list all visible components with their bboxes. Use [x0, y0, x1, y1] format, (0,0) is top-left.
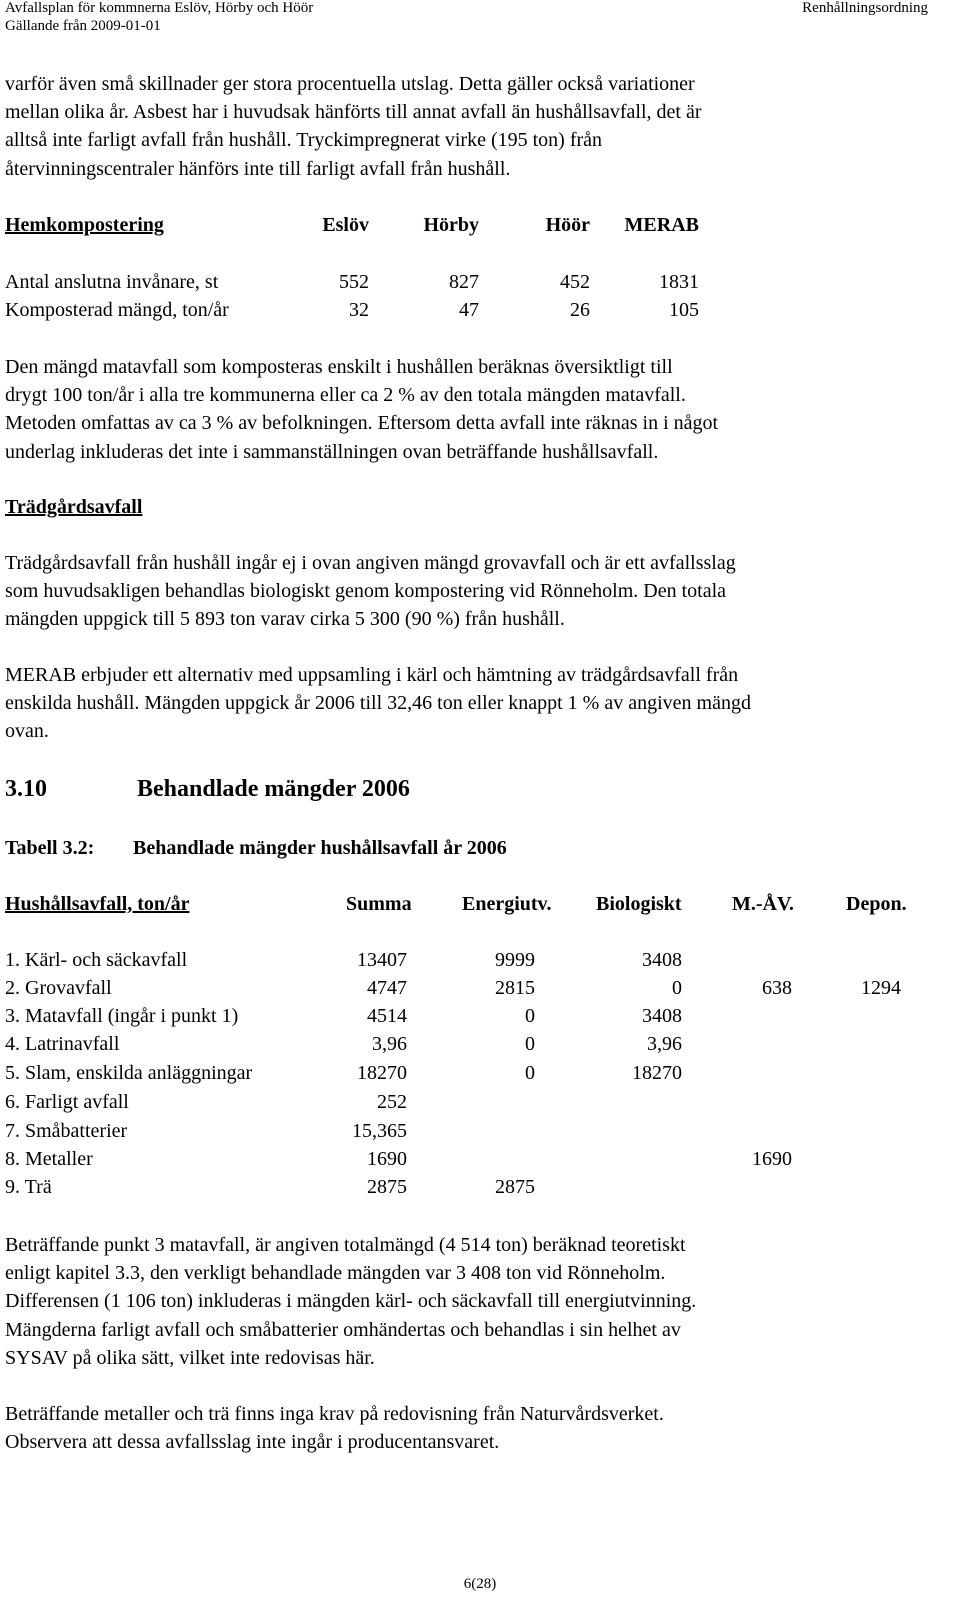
text-line: Mängderna farligt avfall och småbatterier omhändertas och behandlas i sin helhet av: [5, 1318, 681, 1341]
kompost-table-header: [0, 211, 960, 239]
table-row: [0, 946, 960, 974]
kompost-col-eslov: Eslöv: [322, 214, 369, 236]
table-cell: 252: [377, 1091, 407, 1113]
table-caption-label: Tabell 3.2:: [5, 837, 95, 859]
table-cell: 9. Trä: [5, 1176, 52, 1198]
kompost-row-label: Komposterad mängd, ton/år: [5, 299, 229, 321]
kompost-table-row: [0, 268, 960, 296]
text-line: Beträffande metaller och trä finns inga krav på redovisning från Naturvårdsverket.: [5, 1403, 664, 1425]
table-row: [0, 1117, 960, 1145]
kompost-cell: 827: [449, 271, 479, 293]
table-cell: 0: [525, 1062, 535, 1084]
table-cell: 1294: [861, 977, 901, 999]
col-hushallsavfall: Hushållsavfall, ton/år: [5, 893, 190, 915]
header-valid-from: Gällande från 2009-01-01: [5, 18, 161, 34]
col-biologiskt: Biologiskt: [596, 893, 682, 915]
table-cell: 2875: [367, 1176, 407, 1198]
kompost-table-row: [0, 296, 960, 324]
table-cell: 7. Småbatterier: [5, 1120, 128, 1142]
table-cell: 3408: [642, 1005, 682, 1027]
kompost-cell: 452: [560, 271, 590, 293]
table-cell: 1690: [752, 1148, 792, 1170]
text-line: underlag inkluderas det inte i sammanställningen ovan beträffande hushållsavfall.: [5, 440, 659, 463]
text-line: som huvudsakligen behandlas biologiskt genom kompostering vid Rönneholm. Den totala: [5, 580, 727, 603]
kompost-paragraph: [5, 353, 945, 466]
text-line: drygt 100 ton/år i alla tre kommunerna eller ca 2 % av den totala mängden matavfall.: [5, 384, 686, 407]
text-line: Observera att dessa avfallsslag inte ingår i producentansvaret.: [5, 1431, 500, 1454]
after-table-paragraph-1: [5, 1231, 945, 1372]
table-cell: 0: [525, 1033, 535, 1055]
table-row: [0, 1002, 960, 1030]
col-summa: Summa: [346, 893, 412, 915]
text-line: enligt kapitel 3.3, den verkligt behandlade mängden var 3 408 ton vid Rönneholm.: [5, 1262, 666, 1285]
text-line: Trädgårdsavfall från hushåll ingår ej i ovan angiven mängd grovavfall och är ett avfallsslag: [5, 552, 736, 574]
table-row: [0, 1088, 960, 1116]
table-cell: 6. Farligt avfall: [5, 1091, 129, 1113]
table-cell: 638: [762, 977, 792, 999]
kompost-col-hoor: Höör: [545, 214, 590, 236]
table-cell: 15,365: [352, 1120, 407, 1142]
text-line: Den mängd matavfall som komposteras enskilt i hushållen beräknas översiktligt till: [5, 356, 673, 378]
kompost-col-merab: MERAB: [624, 214, 699, 236]
table-cell: 1. Kärl- och säckavfall: [5, 949, 188, 971]
text-line: SYSAV på olika sätt, vilket inte redovisas här.: [5, 1346, 375, 1369]
table-cell: 5. Slam, enskilda anläggningar: [5, 1062, 253, 1084]
table-row: [0, 1145, 960, 1173]
text-line: varför även små skillnader ger stora procentuella utslag. Detta gäller också variationer: [5, 73, 695, 95]
table-cell: 13407: [357, 949, 407, 971]
kompost-col-horby: Hörby: [423, 214, 479, 236]
table-cell: 0: [525, 1005, 535, 1027]
main-table-header: [0, 890, 960, 918]
text-line: MERAB erbjuder ett alternativ med uppsamling i kärl och hämtning av trädgårdsavfall från: [5, 664, 739, 686]
table-row: [0, 1173, 960, 1201]
tradgard-heading: Trädgårdsavfall: [5, 496, 143, 518]
kompost-cell: 26: [570, 299, 590, 321]
table-cell: 3408: [642, 949, 682, 971]
table-cell: 2. Grovavfall: [5, 977, 112, 999]
kompost-cell: 1831: [659, 271, 699, 293]
text-line: mellan olika år. Asbest har i huvudsak hänförts till annat avfall än hushållsavfall, det är: [5, 101, 702, 124]
text-line: mängden uppgick till 5 893 ton varav cirka 5 300 (90 %) från hushåll.: [5, 608, 565, 631]
col-mav: M.-ÅV.: [732, 893, 794, 915]
col-depon: Depon.: [846, 893, 907, 915]
kompost-cell: 32: [349, 299, 369, 321]
table-cell: 1690: [367, 1148, 407, 1170]
table-cell: 3,96: [372, 1033, 407, 1055]
text-line: alltså inte farligt avfall från hushåll. Tryckimpregnerat virke (195 ton) från: [5, 129, 603, 152]
kompost-cell: 552: [339, 271, 369, 293]
text-line: Beträffande punkt 3 matavfall, är angiven totalmängd (4 514 ton) beräknad teoretiskt: [5, 1234, 686, 1256]
table-cell: 3,96: [647, 1033, 682, 1055]
text-line: återvinningscentraler hänförs inte till farligt avfall från hushåll.: [5, 157, 511, 180]
tradgard-paragraph-2: [5, 661, 945, 746]
header-title: Avfallsplan för kommnerna Eslöv, Hörby och Höör: [5, 0, 314, 16]
table-caption-text: Behandlade mängder hushållsavfall år 2006: [133, 837, 507, 859]
table-cell: 4747: [367, 977, 407, 999]
text-line: enskilda hushåll. Mängden uppgick år 2006 till 32,46 ton eller knappt 1 % av angiven mängd: [5, 692, 751, 715]
kompost-col-label: Hemkompostering: [5, 214, 164, 236]
table-cell: 4514: [367, 1005, 407, 1027]
text-line: ovan.: [5, 720, 49, 743]
tradgard-paragraph-1: [5, 549, 945, 634]
table-row: [0, 974, 960, 1002]
kompost-cell: 47: [459, 299, 479, 321]
text-line: Differensen (1 106 ton) inkluderas i mängden kärl- och säckavfall till energiutvinning.: [5, 1290, 697, 1313]
page-number: 6(28): [463, 1576, 497, 1592]
col-energiutv: Energiutv.: [462, 893, 552, 915]
table-cell: 4. Latrinavfall: [5, 1033, 120, 1055]
table-cell: 18270: [632, 1062, 682, 1084]
table-cell: 2815: [495, 977, 535, 999]
text-line: Metoden omfattas av ca 3 % av befolkningen. Eftersom detta avfall inte räknas in i något: [5, 412, 719, 435]
section-title: Behandlade mängder 2006: [137, 776, 410, 802]
table-cell: 9999: [495, 949, 535, 971]
table-cell: 0: [672, 977, 682, 999]
section-number: 3.10: [5, 776, 47, 802]
table-row: [0, 1030, 960, 1058]
after-table-paragraph-2: [5, 1400, 945, 1456]
header-section: Renhållningsordning: [802, 0, 928, 16]
table-row: [0, 1059, 960, 1087]
kompost-row-label: Antal anslutna invånare, st: [5, 271, 219, 293]
table-cell: 2875: [495, 1176, 535, 1198]
table-cell: 3. Matavfall (ingår i punkt 1): [5, 1005, 239, 1027]
intro-paragraph: [5, 70, 945, 183]
table-cell: 8. Metaller: [5, 1148, 93, 1170]
kompost-cell: 105: [669, 299, 699, 321]
table-cell: 18270: [357, 1062, 407, 1084]
